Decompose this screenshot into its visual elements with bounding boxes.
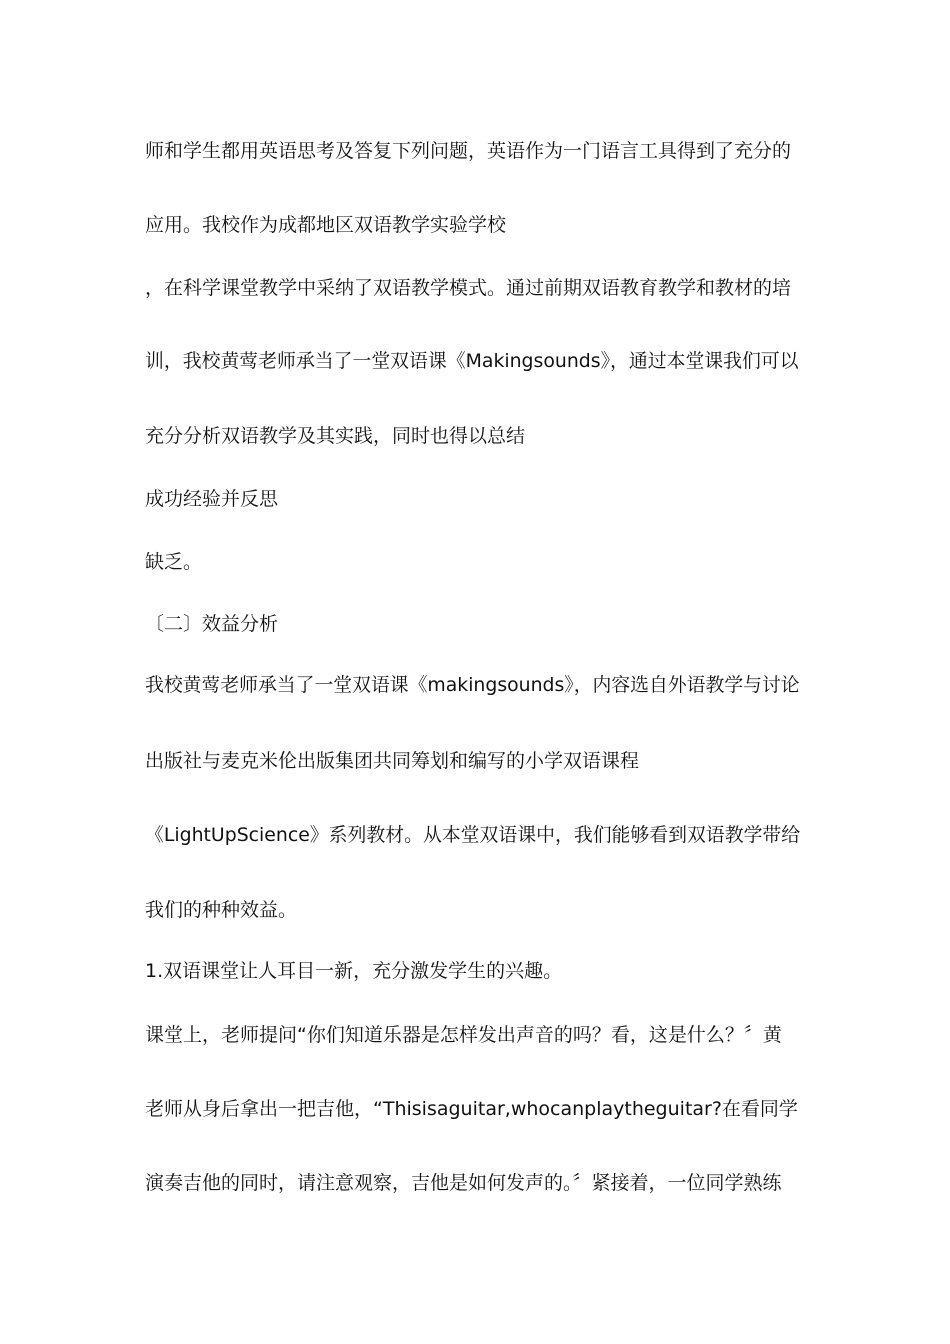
text-line: 《LightUpScience》系列教材。从本堂双语课中，我们能够看到双语教学带给 xyxy=(145,824,801,846)
text-line: 演奏吉他的同时，请注意观察，吉他是如何发声的。〞紧接着，一位同学熟练 xyxy=(145,1172,782,1194)
text-line: 老师从身后拿出一把吉他，“Thisisaguitar,whocanplaytheguitar?在看同学 xyxy=(145,1098,798,1120)
text-line: 师和学生都用英语思考及答复下列问题，英语作为一门语言工具得到了充分的 xyxy=(145,140,792,162)
text-line: 缺乏。 xyxy=(145,551,203,573)
text-line: 成功经验并反思 xyxy=(145,488,279,510)
text-line: 出版社与麦克米伦出版集团共同筹划和编写的小学双语课程 xyxy=(145,750,640,772)
text-line: 充分分析双语教学及其实践，同时也得以总结 xyxy=(145,425,526,447)
text-line: 我们的种种效益。 xyxy=(145,899,298,921)
numbered-point: 1.双语课堂让人耳目一新，充分激发学生的兴趣。 xyxy=(145,960,563,982)
text-line: 课堂上，老师提问“你们知道乐器是怎样发出声音的吗？看，这是什么？〞黄 xyxy=(145,1024,782,1046)
text-line: 我校黄莺老师承当了一堂双语课《makingsounds》，内容选自外语教学与讨论 xyxy=(145,675,800,696)
text-line: 训，我校黄莺老师承当了一堂双语课《Makingsounds》，通过本堂课我们可以 xyxy=(145,350,799,372)
text-line: ，在科学课堂教学中采纳了双语教学模式。通过前期双语教育教学和教材的培 xyxy=(145,277,792,299)
section-heading: 〔二〕效益分析 xyxy=(145,613,279,635)
text-line: 应用。我校作为成都地区双语教学实验学校 xyxy=(145,214,507,236)
